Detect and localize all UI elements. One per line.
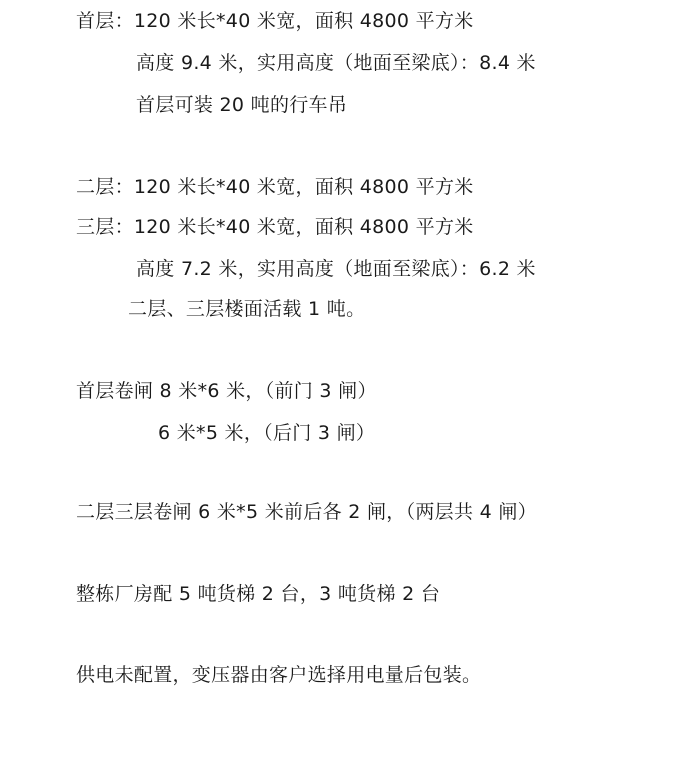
floor2-spec-line: 二层：120 米长*40 米宽，面积 4800 平方米: [76, 176, 474, 198]
power-supply-line: 供电未配置，变压器由客户选择用电量后包装。: [76, 664, 482, 686]
floor23-shutter-line: 二层三层卷闸 6 米*5 米前后各 2 闸，（两层共 4 闸）: [76, 501, 537, 523]
floor-load-line: 二层、三层楼面活载 1 吨。: [128, 298, 366, 320]
floor1-height-line: 高度 9.4 米，实用高度（地面至梁底）：8.4 米: [136, 52, 536, 74]
floor3-spec-line: 三层：120 米长*40 米宽，面积 4800 平方米: [76, 216, 474, 238]
floor23-height-line: 高度 7.2 米，实用高度（地面至梁底）：6.2 米: [136, 258, 536, 280]
elevator-line: 整栋厂房配 5 吨货梯 2 台，3 吨货梯 2 台: [76, 583, 441, 605]
floor1-crane-line: 首层可装 20 吨的行车吊: [136, 94, 348, 116]
floor1-shutter-back-line: 6 米*5 米，（后门 3 闸）: [158, 422, 376, 444]
floor1-shutter-front-line: 首层卷闸 8 米*6 米，（前门 3 闸）: [76, 380, 377, 402]
floor1-spec-line: 首层：120 米长*40 米宽，面积 4800 平方米: [76, 10, 474, 32]
